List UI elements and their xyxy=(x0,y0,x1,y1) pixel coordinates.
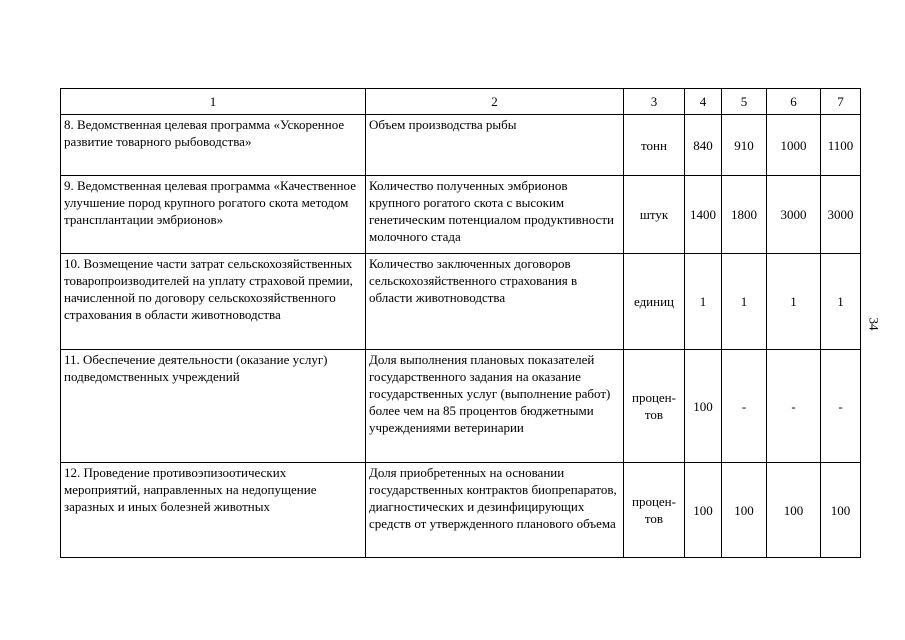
indicator-cell: Объем производства рыбы xyxy=(366,115,624,176)
program-cell: 10. Возмещение части затрат сельскохозяйственных товаропроизводителей на уплату страховой премии, начисленной по договору сельскохозяйственного страхования в области животноводства xyxy=(61,254,366,350)
header-cell: 5 xyxy=(722,89,767,115)
value-cell: 1 xyxy=(722,254,767,350)
value-cell: 100 xyxy=(767,463,821,558)
table-header-row xyxy=(61,89,861,115)
program-cell: 11. Обеспечение деятельности (оказание услуг) подведомственных учреждений xyxy=(61,350,366,463)
header-cell: 3 xyxy=(624,89,685,115)
value-cell: - xyxy=(767,350,821,463)
value-cell: 1 xyxy=(685,254,722,350)
value-cell: 100 xyxy=(685,350,722,463)
program-cell: 12. Проведение противоэпизоотических мероприятий, направленных на недопущение заразных и иных болезней животных xyxy=(61,463,366,558)
value-cell: - xyxy=(821,350,861,463)
value-cell: 910 xyxy=(722,115,767,176)
value-cell: 3000 xyxy=(821,176,861,254)
unit-cell: процен-тов xyxy=(624,350,685,463)
value-cell: 3000 xyxy=(767,176,821,254)
indicator-cell: Количество полученных эмбрионов крупного рогатого скота с высоким генетическим потенциалом продуктивности молочного стада xyxy=(366,176,624,254)
header-cell: 7 xyxy=(821,89,861,115)
value-cell: 100 xyxy=(722,463,767,558)
unit-cell: тонн xyxy=(624,115,685,176)
indicators-table xyxy=(60,88,861,558)
header-cell: 4 xyxy=(685,89,722,115)
value-cell: - xyxy=(722,350,767,463)
table-row xyxy=(61,350,861,463)
value-cell: 1800 xyxy=(722,176,767,254)
program-cell: 8. Ведомственная целевая программа «Ускоренное развитие товарного рыбоводства» xyxy=(61,115,366,176)
value-cell: 100 xyxy=(685,463,722,558)
table-row xyxy=(61,115,861,176)
header-cell: 2 xyxy=(366,89,624,115)
value-cell: 1 xyxy=(767,254,821,350)
unit-cell: штук xyxy=(624,176,685,254)
unit-cell: процен-тов xyxy=(624,463,685,558)
page-number: 34 xyxy=(866,317,882,331)
table-row xyxy=(61,254,861,350)
table-row xyxy=(61,463,861,558)
indicator-cell: Доля приобретенных на основании государственных контрактов биопрепаратов, диагностических и дезинфицирующих средств от утвержденного планового объема xyxy=(366,463,624,558)
header-cell: 1 xyxy=(61,89,366,115)
value-cell: 1000 xyxy=(767,115,821,176)
value-cell: 840 xyxy=(685,115,722,176)
indicator-cell: Количество заключенных договоров сельскохозяйственного страхования в области животноводства xyxy=(366,254,624,350)
value-cell: 1 xyxy=(821,254,861,350)
value-cell: 1400 xyxy=(685,176,722,254)
unit-cell: единиц xyxy=(624,254,685,350)
program-cell: 9. Ведомственная целевая программа «Качественное улучшение пород крупного рогатого скота методом трансплантации эмбрионов» xyxy=(61,176,366,254)
header-cell: 6 xyxy=(767,89,821,115)
value-cell: 1100 xyxy=(821,115,861,176)
indicator-cell: Доля выполнения плановых показателей государственного задания на оказание государственных услуг (выполнение работ) более чем на 85 процентов бюджетными учреждениями ветеринарии xyxy=(366,350,624,463)
value-cell: 100 xyxy=(821,463,861,558)
table-row xyxy=(61,176,861,254)
